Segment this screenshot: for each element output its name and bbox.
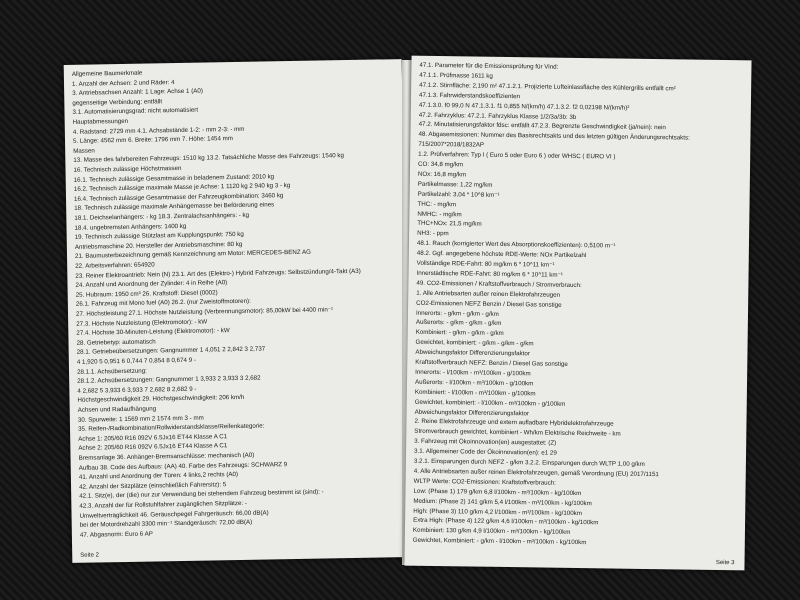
right-page-line: 2. Reine Elektrofahrzeuge und extern aufladbare Hybridelektrofahrzeuge: [414, 418, 614, 428]
left-page-line: Antriebsmaschine 20. Hersteller der Antriebsmaschine: 80 kg: [74, 240, 243, 251]
left-page-line: 3.1. Automatisierungsgrad: nicht automatisiert: [72, 107, 199, 117]
left-page-line: 18.4. ungebremsten Anhängers: 1400 kg: [74, 222, 187, 232]
left-page-line: Höchstgeschwindigkeit 29. Höchstgeschwindigkeit: 206 km/h: [77, 394, 245, 405]
left-page-line: 1. Anzahl der Achsen: 2 und Räder: 4: [71, 78, 175, 88]
right-page-line: Extra High: (Phase 4) 122 g/km 4,6 l/100km - m³/100km - kg/100km: [413, 517, 599, 527]
left-page-line: Massen: [73, 147, 95, 155]
right-page-line: Low: (Phase 1) 179 g/km 6,8 l/100km - m³/100km - kg/100km: [413, 487, 582, 497]
left-page-line: Achse 1: 205/60 R16 092V 6.5Jx16 ET44 Klasse A C1: [78, 432, 228, 443]
left-page-line: 28.1. Getriebeübersetzungen: Gangnummer 1 4,051 2 2,842 3 2,737: [76, 345, 266, 357]
right-page-line: Medium: (Phase 2) 141 g/km 5,4 l/100km - m³/100km - kg/100km: [413, 497, 592, 507]
left-page-line: 18.1. Deichselanhängers: - kg 18.3. Zentralachsanhängers: - kg: [74, 211, 250, 222]
left-page-line: 30. Spurweite: 1 1569 mm 2 1574 mm 3 - mm: [77, 414, 204, 424]
left-page-line: 16. Technisch zulässige Höchstmassen: [73, 164, 182, 174]
right-page-line: 47.1.2. Stirnfläche: 2,190 m² 47.1.2.1. Projizierte Lufteinlassfläche des Kühlergrills entfällt cm²: [419, 81, 676, 93]
right-page-line: NOx: 16,8 mg/km: [417, 170, 467, 179]
left-page-line: Aufbau 38. Code des Aufbaus: (AA) 40. Farbe des Fahrzeugs: SCHWARZ 9: [78, 460, 288, 472]
left-page-line: 24. Anzahl und Anordnung der Zylinder: 4 in Reihe (A0): [75, 279, 228, 290]
right-page-line: CO2-Emissionen NEFZ Benzin / Diesel Gas sonstige: [416, 299, 562, 309]
left-page-line: Umweltverträglichkeit 46. Geräuschpegel Fahrgeräusch: 66,00 dB(A): [79, 509, 269, 520]
left-page-line: 42. Anzahl der Sitzplätze (einschließlich Fahrersitz): 5: [78, 481, 227, 491]
right-page-line: 47.1.3.0. f0 99,0 N 47.1.3.1. f1 0,855 N/(km/h) 47.1.3.2. f2 0,02198 N/(km/h)²: [418, 101, 630, 112]
left-page-line: 42.1. Sitz(e), der (die) nur zur Verwendung bei stehendem Fahrzeug bestimmt ist (sind): -: [79, 488, 324, 501]
left-page-line: 26.1. Fahrzeug mit Mono fuel (A0) 26.2. (nur Zweistoffmotoren):: [75, 298, 251, 309]
left-page-line: 16.4. Technisch zulässige Gesamtmasse der Fahrzeugkombination: 3460 kg: [73, 191, 284, 203]
left-page-line: 28. Getriebetyp: automatisch: [76, 338, 156, 347]
right-page-line: 47.1. Parameter für die Emissionsprüfung für Vind:: [419, 61, 559, 71]
left-page-line: 4. Radstand: 2729 mm 4.1. Achsabstände 1-2: - mm 2-3: - mm: [72, 125, 245, 136]
right-page-line: Partikelzahl: 3,04 * 10^8 km⁻¹: [417, 190, 500, 199]
right-page-line: 48.1. Rauch (korrigierter Wert des Absorptionskoeffizienten): 0,5100 m⁻¹: [416, 239, 616, 250]
left-page-line: 21. Baumusterbezeichnung gemäß Kennzeichnung am Motor: MERCEDES-BENZ AG: [74, 249, 311, 261]
right-page-line: Vollständige RDE-Fahrt: 80 mg/km 6 * 10^11 km⁻¹: [416, 259, 555, 269]
left-page-line: Achsen und Radaufhängung: [77, 405, 157, 414]
right-page-line: 48.2. Ggf. angegebene höchste RDE-Werte: NOx Partikelzahl: [416, 249, 587, 260]
left-page: [64, 59, 411, 563]
right-page-line: Kombiniert: 130 g/km 4,9 l/100km - m³/100km - kg/100km: [412, 527, 571, 537]
right-page-line: Außerorts: - l/100km - m³/100km - g/100km: [414, 378, 534, 388]
right-page-line: Außerorts: - g/km - g/km - g/km: [415, 319, 502, 328]
right-page-line: CO: 34,8 mg/km: [418, 160, 464, 169]
right-page-line: Kombiniert: - g/km - g/km - g/km: [415, 329, 504, 338]
right-page-line: Abweichungsfaktor Differenzierungsfaktor: [415, 348, 530, 358]
left-page-line: 4 1,920 5 0,951 6 0,744 7 0,854 8 0,674 9 -: [76, 356, 196, 366]
right-page-line: Stromverbrauch gewichtet, kombiniert - Wh/km Elektrische Reichweite - km: [414, 428, 621, 438]
right-page-line: Innerorts: - g/km - g/km - g/km: [415, 309, 499, 318]
left-page-line: 28.1.2. Achsübersetzungen: Gangnummer 1 3,933 2 3,933 3 2,682: [77, 374, 261, 385]
left-page-line: 16.1. Technisch zulässige Gesamtmasse in beladenem Zustand: 2010 kg: [73, 172, 275, 184]
left-page-line: 5. Länge: 4562 mm 6. Breite: 1796 mm 7. Höhe: 1454 mm: [72, 135, 233, 146]
left-page-line: 27.4. Höchste 30-Minuten-Leistung (Elektromotor): - kW: [76, 327, 230, 337]
right-page-line: 47.2. Fahrzyklus: 47.2.1. Fahrzyklus Klasse 1/2/3a/3b: 3b: [418, 111, 577, 121]
left-page-line: 41. Anzahl und Anordnung der Türen: 4 links,2 rechts (A0): [78, 471, 239, 481]
left-page-line: Hauptabmessungen: [72, 117, 129, 126]
right-page-line: NH3: - ppm: [417, 230, 449, 238]
left-page-line: 13. Masse des fahrbereiten Fahrzeugs: 1510 kg 13.2. Tatsächliche Masse des Fahrzeugs: 1540 kg: [73, 152, 344, 165]
right-page-line: THC: - mg/km: [417, 200, 457, 208]
right-page-line: 3. Fahrzeug mit Ökoinnovation(en) ausgestattet: (Z): [414, 437, 557, 447]
left-page-line: 23. Reiner Elektroantrieb: Nein (N) 23.1. Art des (Elektro-) Hybrid Fahrzeugs: Selbstzündung/4-Takt (A3): [75, 267, 361, 280]
right-page-line: Kombiniert: - l/100km - m³/100km - g/100km: [414, 388, 536, 398]
right-page-line: 1. Alle Antriebsarten außer reinen Elektrofahrzeugen: [416, 289, 561, 299]
right-page-line: 47.1.3. Fahrwiderstandskoeffizienten: [418, 91, 521, 100]
left-page-line: 16.2. Technisch zulässige maximale Masse je Achse: 1 1120 kg 2 940 kg 3 - kg: [73, 182, 291, 194]
left-page-line: 22. Arbeitsverfahren: 654920: [75, 261, 155, 270]
right-page-line: High: (Phase 3) 110 g/km 4,2 l/100km - m³/100km - kg/100km: [413, 507, 582, 517]
left-page-line: Achse 2: 205/60 R16 092V 6.5Jx16 ET44 Klasse A C1: [78, 442, 228, 453]
right-page-line: 3.1. Allgemeiner Code der Ökoinnovation(en): e1 29: [414, 447, 557, 457]
left-page-line: 18. Technisch zulässige maximale Anhängemasse bei Beförderung eines: [74, 201, 275, 213]
right-page-line: WLTP Werte: CO2-Emissionen: Kraftstoffverbrauch:: [413, 477, 556, 487]
right-page-line: 49. CO2-Emissionen / Kraftstoffverbrauch / Stromverbrauch:: [416, 279, 582, 289]
right-page-line: NMHC: - mg/km: [417, 210, 462, 218]
left-page-line: 35. Reifen-/Radkombination/Rollwiderstandsklasse/Reifenkategorie:: [77, 422, 265, 433]
right-page-line: THC+NOx: 21,5 mg/km: [417, 220, 482, 229]
right-page-line: 47.1.1. Prüfmasse 1611 kg: [419, 71, 493, 80]
right-page-line: Abweichungsfaktor Differenzierungsfaktor: [414, 408, 530, 417]
right-page-line: 3.2.1. Einsparungen durch NEFZ - g/km 3.2.2. Einsparungen durch WLTP 1,00 g/km: [413, 457, 645, 468]
left-page-line: bei der Motordrehzahl 3300 min⁻¹ Standgeräusch: 72,00 dB(A): [79, 518, 253, 529]
left-page-line: gegenseitige Verbindung: entfällt: [72, 98, 163, 107]
right-page-line: Innerorts: - l/100km - m³/100km - g/100km: [415, 368, 531, 378]
left-page-line: 4 2,682 5 3,933 6 3,933 7 2,682 8 2,682 9 -: [77, 385, 197, 395]
left-page-line: 28.1.1. Achsübersetzung:: [76, 367, 147, 376]
right-page-line: Kraftstoffverbrauch NEFZ: Benzin / Diesel Gas sonstige: [415, 358, 568, 368]
left-page-line: Allgemeine Baumerkmale: [71, 69, 143, 78]
left-page-line: 3. Antriebsachsen Anzahl: 1 Lage: Achse 1 (A0): [72, 87, 203, 98]
right-page-line: Innerstädtische RDE-Fahrt: 80 mg/km 6 * 10^11 km⁻¹: [416, 269, 563, 279]
right-page-line: 4. Alle Antriebsarten außer reinen Elektrofahrzeugen, gemäß Verordnung (EU) 2017/1151: [413, 467, 659, 479]
right-page-line: 48. Abgasemissionen: Nummer des Basisrechtsakts und des letzten gültigen Änderungsrechtsakts:: [418, 131, 690, 142]
left-page-line: 27. Höchstleistung 27.1. Höchste Nutzleistung (Verbrennungsmotor): 85,00kW bei 4400 min⁻¹: [75, 306, 334, 318]
right-page-line: Gewichtet, kombiniert: - l/100km - m³/100km - g/100km: [414, 398, 566, 408]
left-page-line: 47. Abgasnorm: Euro 6 AP: [79, 530, 153, 539]
left-page-footer: Seite 2: [80, 552, 99, 559]
right-page-line: 1.2. Prüfverfahren: Typ I ( Euro 5 oder Euro 6 ) oder WHSC ( EURO VI ): [418, 150, 616, 161]
right-page-line: Gewichtet, Kombiniert: - g/km - l/100km - m³/100km - kg/100km: [412, 536, 587, 547]
right-page-line: 715/2007*2018/1832AP: [418, 140, 485, 149]
right-page-line: Gewichtet, kombiniert: - g/km - g/km - g/km: [415, 338, 534, 348]
right-page-footer: Seite 3: [715, 559, 735, 567]
left-page-line: 27.3. Höchste Nutzleistung (Elektromotor): - kW: [76, 318, 208, 328]
left-page-line: 42.3. Anzahl der für Rollstuhlfahrer zugänglichen Sitzplätze: -: [79, 499, 247, 510]
left-page-line: 25. Hubraum: 1950 cm³ 26. Kraftstoff: Diesel (0002): [75, 289, 218, 299]
right-page-line: Partikelmasse: 1,22 mg/km: [417, 180, 493, 189]
left-page-line: 19. Technisch zulässige Stützlast am Kupplungspunkt: 750 kg: [74, 231, 244, 242]
right-page: [404, 56, 751, 571]
right-page-line: 47.2. Minutatisierungsfaktor fdsc: entfällt 47.2.3. Begrenzte Geschwindigkeit (ja/nein): nein: [418, 121, 666, 132]
left-page-line: Bremsanlage 36. Anhänger-Bremsanschlüsse: mechanisch (A0): [78, 451, 255, 462]
